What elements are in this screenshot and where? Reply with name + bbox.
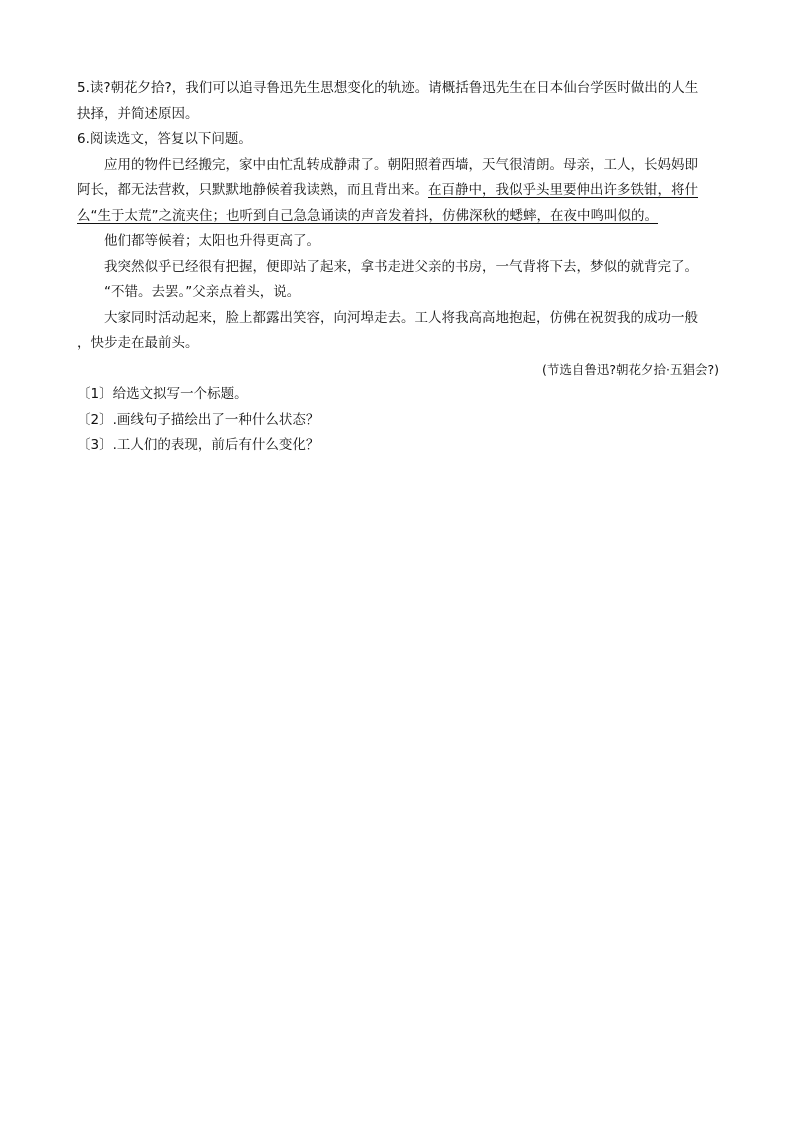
passage-paragraph-1-line-1: 应用的物件已经搬完，家中由忙乱转成静肃了。朝阳照着西墙，天气很清朗。母亲，工人，长妈妈即 — [104, 156, 698, 173]
underlined-sentence-part-2: 么“生于太荒”之流夹住；也听到自己急急诵读的声音发着抖，仿佛深秋的蟋蟀，在夜中鸣叫似的。 — [77, 207, 658, 224]
passage-paragraph-1-line-2 — [77, 178, 719, 204]
question-5-line-2: 抉择，并简述原因。 — [77, 105, 199, 122]
sub-question-3: 〔3〕.工人们的表现，前后有什么变化？ — [77, 437, 320, 453]
document-page — [77, 76, 719, 459]
passage-plain-text: 阿长，都无法营救，只默默地静候着我读熟，而且背出来。 — [77, 182, 428, 198]
sub-question-1: 〔1〕给选文拟写一个标题。 — [77, 386, 248, 402]
question-6-heading: 6.阅读选文，答复以下问题。 — [77, 131, 252, 147]
passage-paragraph-4: “不错。去罢。”父亲点着头，说。 — [104, 284, 301, 300]
passage-paragraph-5-line-2: ，快步走在最前头。 — [77, 335, 199, 351]
passage-paragraph-1-line-3 — [77, 204, 719, 230]
sub-question-2: 〔2〕.画线句子描绘出了一种什么状态？ — [77, 411, 320, 428]
underlined-sentence-part-1: 在百静中，我似乎头里要伸出许多铁钳，将什 — [428, 182, 698, 198]
question-5-line-1: 5.读?朝花夕拾?，我们可以追寻鲁迅先生思想变化的轨迹。请概括鲁迅先生在日本仙台学医时做出的人生 — [77, 80, 699, 96]
passage-source: (节选自鲁迅?朝花夕拾·五猖会?) — [542, 361, 719, 377]
passage-paragraph-3: 我突然似乎已经很有把握，便即站了起来，拿书走进父亲的书房，一气背将下去，梦似的就背完了。 — [104, 258, 698, 275]
passage-paragraph-2: 他们都等候着；太阳也升得更高了。 — [104, 233, 320, 249]
passage-paragraph-5-line-1: 大家同时活动起来，脸上都露出笑容，向河埠走去。工人将我高高地抱起，仿佛在祝贺我的成功一般 — [104, 309, 698, 326]
